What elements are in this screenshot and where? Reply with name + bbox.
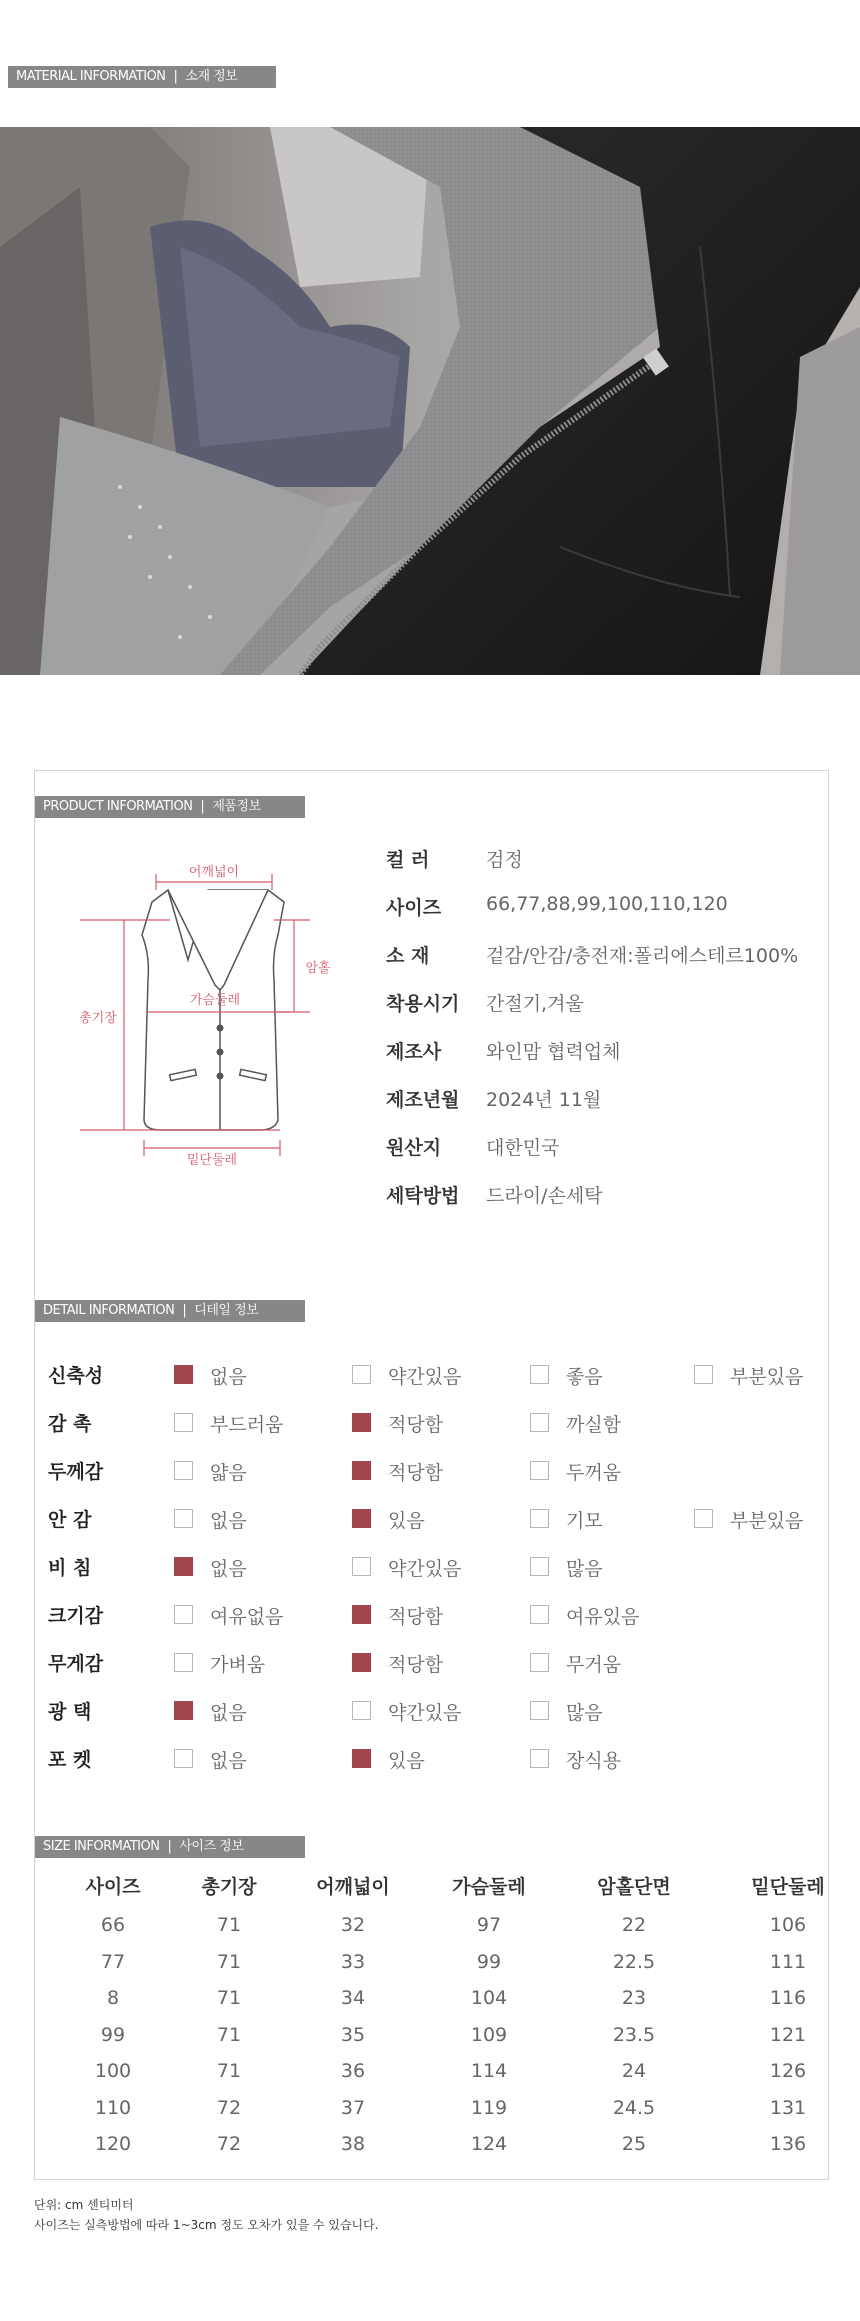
- spec-label: 세탁방법: [386, 1185, 460, 1207]
- detail-option-label: 여유있음: [566, 1606, 640, 1628]
- size-table-cell: 131: [769, 2096, 807, 2119]
- product-info-header: [35, 796, 305, 818]
- checkbox-checked[interactable]: [352, 1749, 371, 1768]
- detail-row: [48, 1697, 828, 1727]
- detail-option-label: 많음: [566, 1702, 603, 1724]
- spec-value: 드라이/손세탁: [486, 1185, 603, 1207]
- size-table-header: 가슴둘레: [452, 1876, 526, 1898]
- checkbox-checked[interactable]: [352, 1509, 371, 1528]
- checkbox[interactable]: [530, 1461, 549, 1480]
- spec-label: 제조년월: [386, 1089, 460, 1111]
- size-table-cell: 116: [769, 1987, 807, 2009]
- spec-label: 컬 러: [386, 849, 430, 871]
- spec-value: 겉감/안감/충전재:폴리에스테르100%: [486, 945, 799, 967]
- material-header-en: MATERIAL INFORMATION: [16, 69, 166, 84]
- size-table-cell: 72: [216, 2096, 242, 2119]
- size-table-header: 암홀단면: [597, 1876, 671, 1898]
- spec-label: 원산지: [386, 1137, 442, 1159]
- size-table-cell: 119: [470, 2096, 508, 2119]
- size-table-cell: 120: [94, 2133, 132, 2155]
- size-table-cell: 100: [94, 2060, 132, 2082]
- checkbox[interactable]: [530, 1509, 549, 1528]
- size-table-cell: 72: [216, 2133, 242, 2155]
- detail-option-label: 약간있음: [388, 1558, 462, 1580]
- size-table-cell: 126: [769, 2060, 807, 2082]
- size-table-header: 어깨넓이: [316, 1876, 390, 1898]
- size-table-cell: 23.5: [612, 2023, 656, 2046]
- checkbox[interactable]: [530, 1701, 549, 1720]
- spec-value: 2024년 11월: [486, 1089, 602, 1111]
- size-table-cell: 24: [621, 2060, 647, 2082]
- size-table-cell: 111: [769, 1950, 807, 1973]
- detail-option-label: 두꺼움: [566, 1462, 622, 1484]
- detail-option-label: 좋음: [566, 1366, 603, 1388]
- detail-row: [48, 1409, 828, 1439]
- size-table-cell: 136: [769, 2133, 807, 2155]
- size-header-ko: 사이즈 정보: [179, 1839, 244, 1854]
- size-table-cell: 71: [216, 1950, 242, 1973]
- detail-option-label: 적당함: [388, 1606, 444, 1628]
- size-table-cell: 34: [340, 1987, 366, 2009]
- size-table-cell: 77: [100, 1950, 126, 1973]
- size-table-cell: 22.5: [612, 1950, 656, 1973]
- detail-row: [48, 1505, 828, 1535]
- checkbox-checked[interactable]: [352, 1653, 371, 1672]
- size-info-header: [35, 1836, 305, 1858]
- size-table-cell: 22: [621, 1914, 647, 1936]
- checkbox-checked[interactable]: [174, 1365, 193, 1384]
- size-table-cell: 71: [216, 1914, 242, 1936]
- checkbox[interactable]: [352, 1701, 371, 1720]
- size-table-cell: 106: [769, 1914, 807, 1936]
- material-info-header: [8, 66, 276, 88]
- size-table-cell: 110: [94, 2096, 132, 2119]
- checkbox[interactable]: [174, 1413, 193, 1432]
- detail-row: [48, 1649, 828, 1679]
- checkbox[interactable]: [694, 1365, 713, 1384]
- checkbox[interactable]: [352, 1365, 371, 1384]
- header-separator: |: [200, 799, 205, 814]
- detail-option-label: 없음: [210, 1558, 247, 1580]
- checkbox[interactable]: [530, 1365, 549, 1384]
- detail-label: 무게감: [48, 1653, 104, 1675]
- checkbox-checked[interactable]: [174, 1557, 193, 1576]
- checkbox[interactable]: [174, 1461, 193, 1480]
- size-table-cell: 66: [100, 1914, 126, 1936]
- size-table-cell: 23: [621, 1987, 647, 2009]
- checkbox[interactable]: [174, 1749, 193, 1768]
- detail-option-label: 없음: [210, 1750, 247, 1772]
- detail-label: 감 촉: [48, 1413, 92, 1435]
- detail-option-label: 기모: [566, 1510, 603, 1532]
- size-table-cell: 124: [470, 2133, 508, 2155]
- size-table-cell: 35: [340, 2023, 366, 2046]
- detail-label: 안 감: [48, 1509, 92, 1531]
- checkbox[interactable]: [352, 1557, 371, 1576]
- spec-label: 소 재: [386, 945, 430, 967]
- detail-option-label: 장식용: [566, 1750, 622, 1772]
- diagram-length-label: 총기장: [79, 1011, 117, 1026]
- size-disclaimer: 사이즈는 실측방법에 따라 1~3cm 정도 오차가 있을 수 있습니다.: [34, 2218, 379, 2232]
- header-separator: |: [167, 1839, 172, 1854]
- checkbox[interactable]: [694, 1509, 713, 1528]
- size-table-cell: 114: [470, 2060, 508, 2082]
- detail-row: [48, 1457, 828, 1487]
- size-table-cell: 99: [476, 1950, 502, 1973]
- detail-option-label: 적당함: [388, 1654, 444, 1676]
- size-table-cell: 71: [216, 1987, 242, 2009]
- detail-option-label: 여유없음: [210, 1606, 284, 1628]
- detail-header-ko: 디테일 정보: [194, 1303, 259, 1318]
- detail-option-label: 없음: [210, 1366, 247, 1388]
- size-table-cell: 104: [470, 1987, 508, 2009]
- size-table-header: 총기장: [201, 1876, 257, 1898]
- size-table-cell: 32: [340, 1914, 366, 1936]
- detail-option-label: 부드러움: [210, 1414, 284, 1436]
- checkbox[interactable]: [530, 1749, 549, 1768]
- checkbox[interactable]: [530, 1413, 549, 1432]
- spec-value: 검정: [486, 849, 523, 871]
- size-table-cell: 37: [340, 2096, 366, 2119]
- size-table-cell: 38: [340, 2133, 366, 2155]
- spec-value: 대한민국: [486, 1137, 560, 1159]
- material-header-ko: 소재 정보: [185, 69, 238, 84]
- header-separator: |: [173, 69, 178, 84]
- size-table-cell: 24.5: [612, 2096, 656, 2119]
- detail-option-label: 부분있음: [730, 1366, 804, 1388]
- detail-label: 비 침: [48, 1557, 92, 1579]
- checkbox[interactable]: [530, 1605, 549, 1624]
- size-table-cell: 36: [340, 2060, 366, 2082]
- detail-row: [48, 1553, 828, 1583]
- diagram-armhole-label: 암홀: [305, 961, 331, 976]
- size-table-cell: 25: [621, 2133, 647, 2155]
- detail-label: 광 택: [48, 1701, 92, 1723]
- detail-row: [48, 1745, 828, 1775]
- detail-option-label: 부분있음: [730, 1510, 804, 1532]
- spec-value: 간절기,겨울: [486, 993, 584, 1015]
- detail-option-label: 없음: [210, 1702, 247, 1724]
- detail-option-label: 있음: [388, 1750, 425, 1772]
- size-table-cell: 71: [216, 2023, 242, 2046]
- unit-note: 단위: cm 센티미터: [34, 2198, 134, 2212]
- size-table-cell: 109: [470, 2023, 508, 2046]
- diagram-hem-label: 밑단둘레: [186, 1153, 238, 1168]
- detail-option-label: 무거움: [566, 1654, 622, 1676]
- diagram-shoulder-label: 어깨넓이: [188, 865, 240, 880]
- size-header-en: SIZE INFORMATION: [43, 1839, 160, 1854]
- checkbox-checked[interactable]: [174, 1701, 193, 1720]
- checkbox[interactable]: [174, 1653, 193, 1672]
- detail-option-label: 없음: [210, 1510, 247, 1532]
- detail-option-label: 약간있음: [388, 1702, 462, 1724]
- size-table-cell: 33: [340, 1950, 366, 1973]
- size-table-header: 밑단둘레: [751, 1876, 825, 1898]
- detail-option-label: 얇음: [210, 1462, 247, 1484]
- spec-label: 착용시기: [386, 993, 460, 1015]
- spec-value: 와인맘 협력업체: [486, 1041, 621, 1063]
- product-header-en: PRODUCT INFORMATION: [43, 799, 193, 814]
- size-table-header: 사이즈: [85, 1876, 141, 1898]
- size-table-cell: 97: [476, 1914, 502, 1936]
- detail-option-label: 많음: [566, 1558, 603, 1580]
- detail-row: [48, 1361, 828, 1391]
- size-table-cell: 99: [100, 2023, 126, 2046]
- detail-option-label: 있음: [388, 1510, 425, 1532]
- checkbox-checked[interactable]: [352, 1605, 371, 1624]
- detail-option-label: 약간있음: [388, 1366, 462, 1388]
- detail-info-header: [35, 1300, 305, 1322]
- size-table-cell: 8: [106, 1987, 120, 2009]
- detail-label: 신축성: [48, 1365, 104, 1387]
- spec-value: 66,77,88,99,100,110,120: [486, 893, 728, 915]
- checkbox[interactable]: [174, 1509, 193, 1528]
- detail-option-label: 가벼움: [210, 1654, 266, 1676]
- detail-row: [48, 1601, 828, 1631]
- vest-size-diagram: [60, 860, 340, 1180]
- checkbox-checked[interactable]: [352, 1461, 371, 1480]
- spec-label: 사이즈: [386, 897, 442, 919]
- size-table-cell: 121: [769, 2023, 807, 2046]
- checkbox-checked[interactable]: [352, 1413, 371, 1432]
- spec-label: 제조사: [386, 1041, 442, 1063]
- detail-option-label: 까실함: [566, 1414, 622, 1436]
- diagram-chest-label: 가슴둘레: [189, 993, 241, 1008]
- material-photo: [0, 127, 860, 675]
- detail-option-label: 적당함: [388, 1462, 444, 1484]
- checkbox[interactable]: [530, 1557, 549, 1576]
- header-separator: |: [182, 1303, 187, 1318]
- checkbox[interactable]: [174, 1605, 193, 1624]
- detail-label: 포 켓: [48, 1749, 92, 1771]
- detail-label: 두께감: [48, 1461, 104, 1483]
- checkbox[interactable]: [530, 1653, 549, 1672]
- size-table-cell: 71: [216, 2060, 242, 2082]
- detail-option-label: 적당함: [388, 1414, 444, 1436]
- product-header-ko: 제품정보: [212, 799, 261, 814]
- detail-label: 크기감: [48, 1605, 104, 1627]
- detail-header-en: DETAIL INFORMATION: [43, 1303, 175, 1318]
